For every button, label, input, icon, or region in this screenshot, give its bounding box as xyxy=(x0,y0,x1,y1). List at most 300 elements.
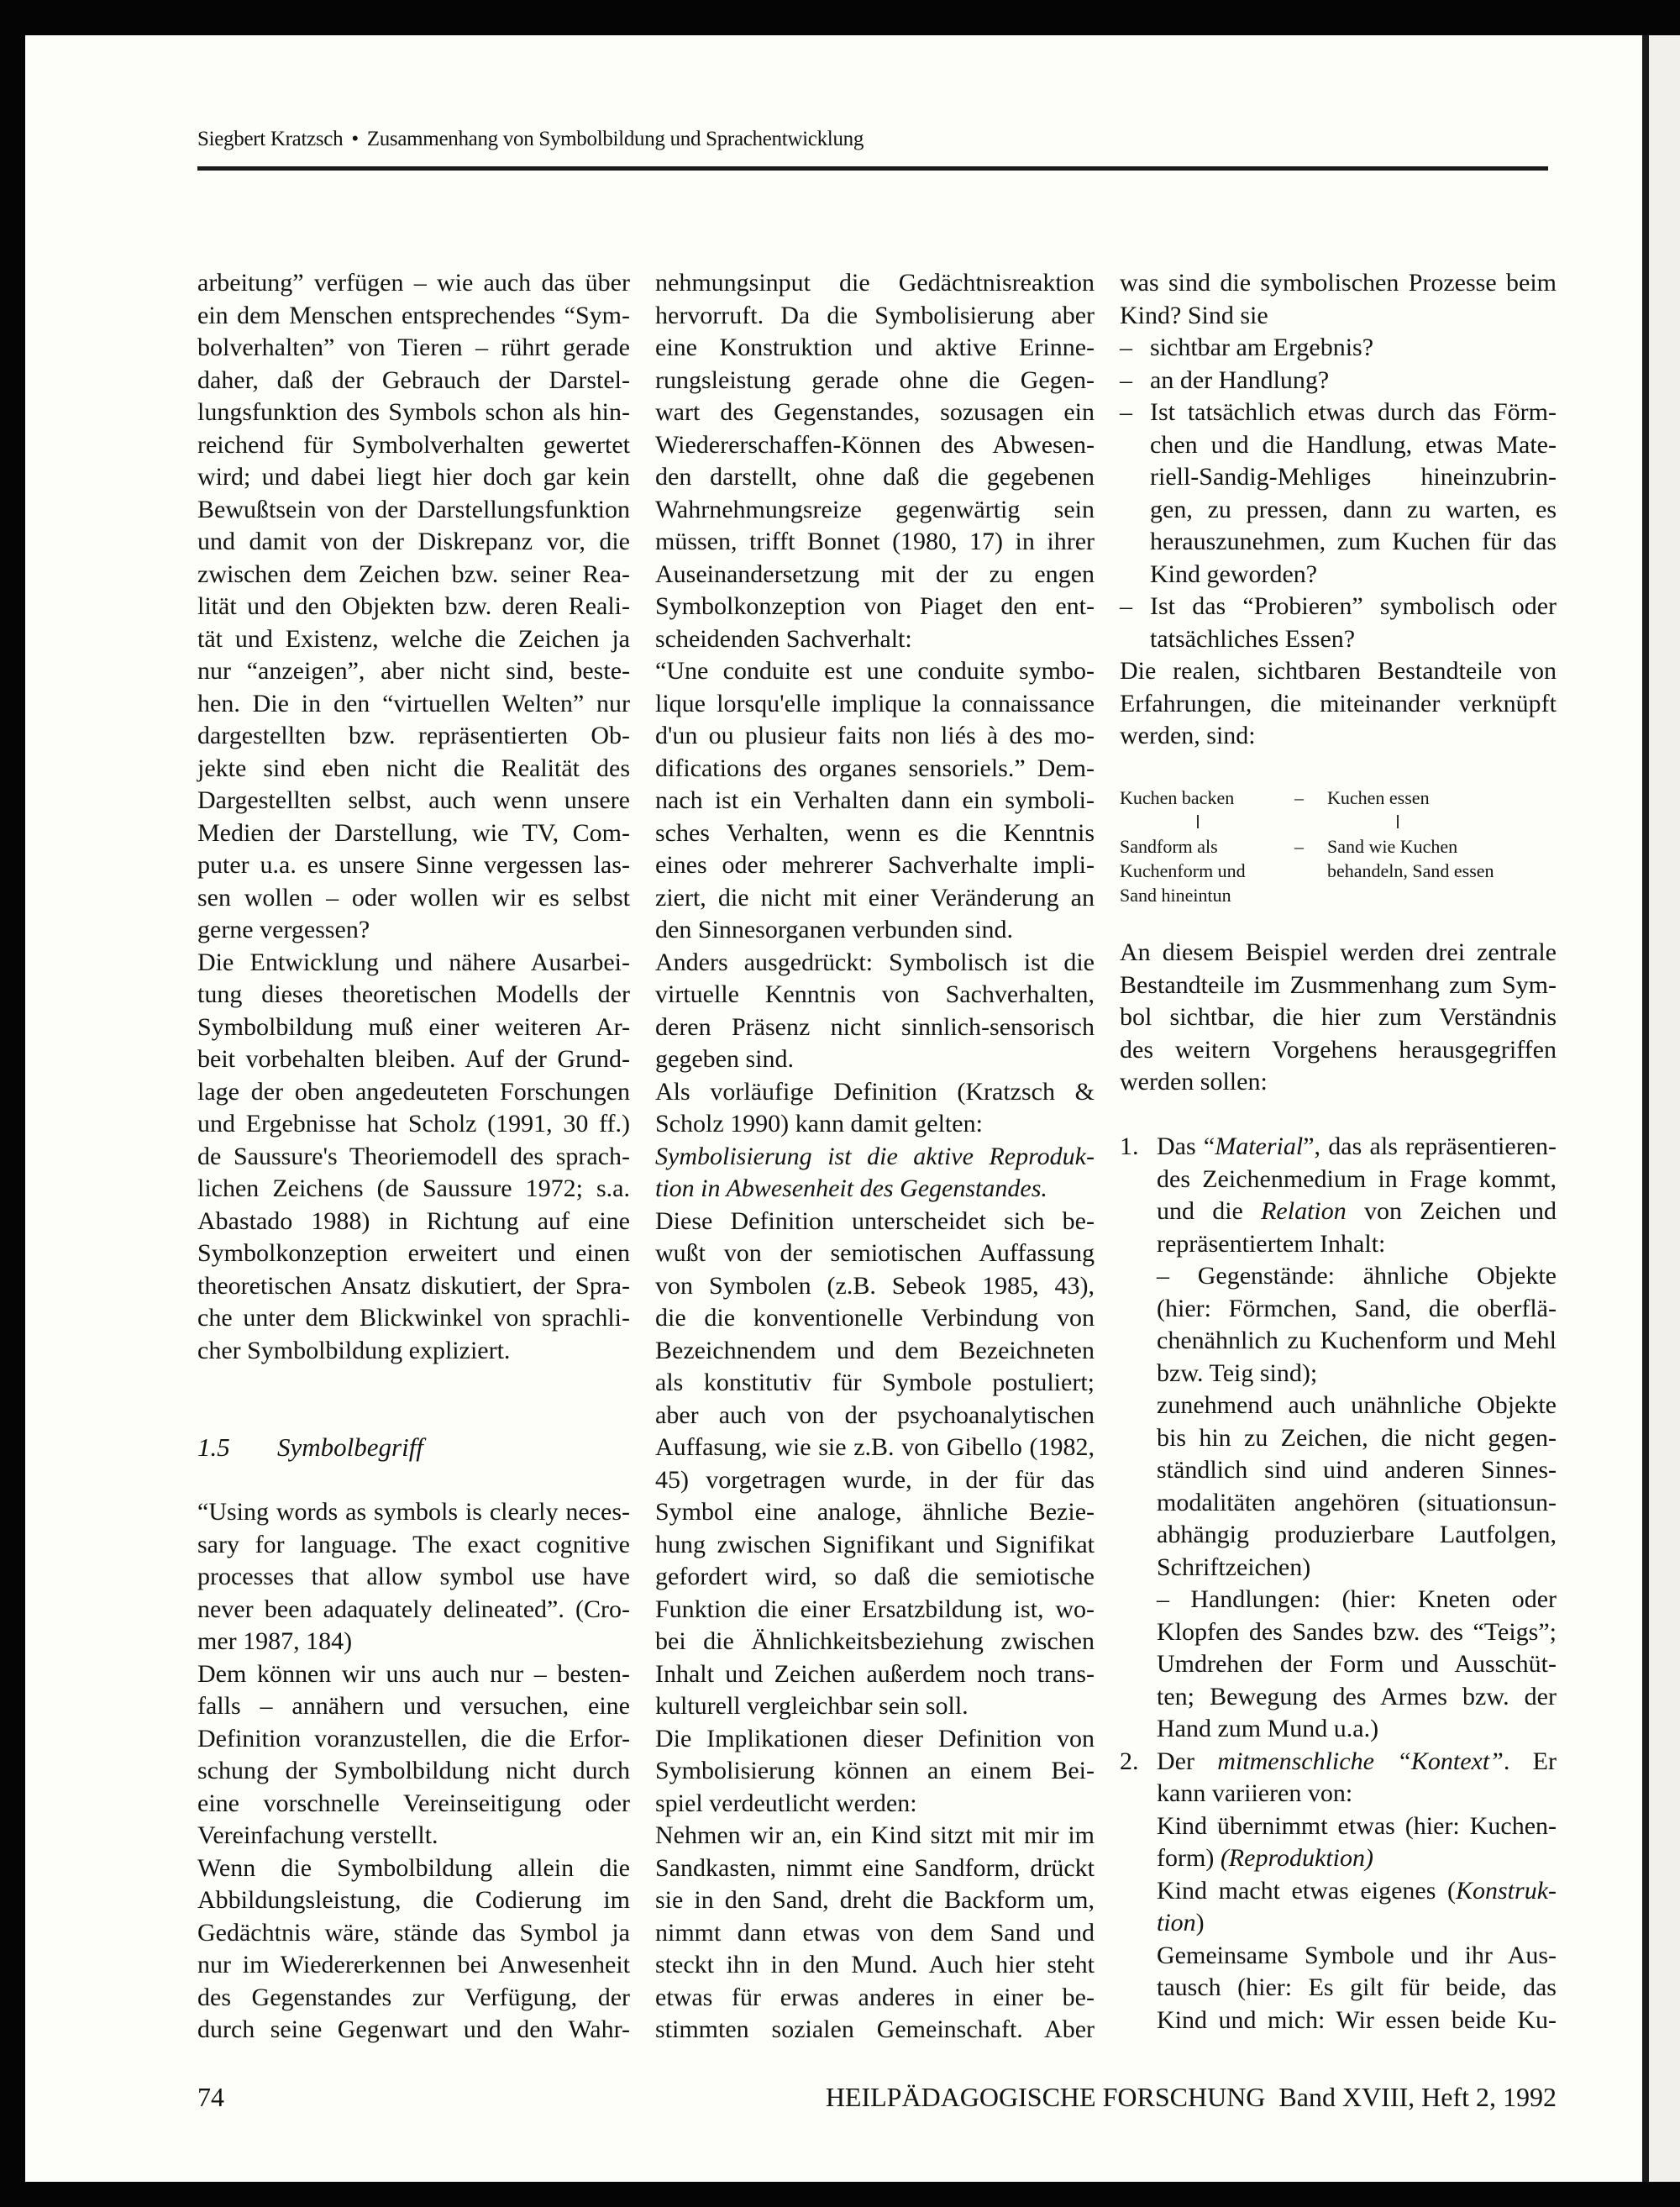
item-paragraph xyxy=(1157,1584,1557,1746)
line-text: nehmungsinput die Gedächtnisreaktion xyxy=(655,269,1095,297)
text-line xyxy=(1150,332,1557,365)
paragraph xyxy=(197,1852,630,2047)
line-text: sichtbar am Ergebnis? xyxy=(1150,334,1374,361)
text-line xyxy=(655,1335,1095,1368)
line-text xyxy=(1157,1747,1557,1775)
text-line xyxy=(197,849,630,882)
line-text: werden, sind: xyxy=(1120,722,1256,749)
header-rule xyxy=(197,166,1548,171)
line-text: Medien der Darstellung, wie TV, Com- xyxy=(197,818,630,847)
text-line xyxy=(1157,1260,1557,1293)
line-text: Symbolkonzeption erweitert und einen xyxy=(197,1239,630,1267)
text-line xyxy=(197,1529,630,1562)
text-line xyxy=(655,1852,1095,1885)
item-paragraph xyxy=(1157,1260,1557,1390)
line-text: Symbol eine analoge, ähnliche Bezie- xyxy=(655,1498,1095,1526)
header-bullet: • xyxy=(351,128,359,150)
text-line xyxy=(655,429,1095,462)
diagram-top-left: Kuchen backen xyxy=(1120,787,1235,808)
italic-text: Material xyxy=(1215,1132,1304,1160)
text-segment: . Er xyxy=(1503,1747,1557,1775)
line-text: nach ist ein Verhalten dann ein symboli- xyxy=(655,786,1095,814)
list-item-text xyxy=(1150,332,1557,365)
text-line xyxy=(655,2014,1095,2047)
line-text: Auseinandersetzung mit der zu engen xyxy=(655,560,1095,588)
text-line xyxy=(1157,1164,1557,1196)
line-text: Hand zum Mund u.a.) xyxy=(1157,1715,1379,1742)
line-text: 45) vorgetragen wurde, in der für das xyxy=(655,1465,1095,1494)
line-text: d'un ou plusieur faits non liés à des mo- xyxy=(655,722,1095,749)
dash-marker: – xyxy=(1120,365,1132,394)
text-line xyxy=(1157,1358,1557,1390)
line-text: theoretischen Ansatz diskutiert, der Spra- xyxy=(197,1271,630,1300)
line-text: chenähnlich zu Kuchenform und Mehl xyxy=(1157,1327,1557,1354)
item-number: 1. xyxy=(1120,1132,1139,1160)
text-segment: ”, das als repräsentieren- xyxy=(1303,1132,1557,1160)
text-line xyxy=(1157,1940,1557,1973)
line-text: scheidenden Sachverhalt: xyxy=(655,624,912,653)
diagram-connector xyxy=(1397,815,1399,828)
line-text: sches Verhalten, wenn es die Kenntnis xyxy=(655,818,1095,847)
text-line xyxy=(197,559,630,591)
numbered-item-2 xyxy=(1120,1746,1557,2037)
text-line xyxy=(1150,429,1557,462)
line-text: ziert, die nicht mit einer Veränderung an xyxy=(655,883,1095,912)
line-text: Diese Definition unterscheidet sich be- xyxy=(655,1206,1095,1235)
text-line xyxy=(655,1561,1095,1594)
paragraph xyxy=(655,1076,1095,1141)
line-text: was sind die symbolischen Prozesse beim xyxy=(1120,269,1557,297)
line-text: Abbildungsleistung, die Codierung im xyxy=(197,1886,630,1914)
text-line xyxy=(197,1561,630,1594)
line-text: Nehmen wir an, ein Kind sitzt mit mir im xyxy=(655,1821,1095,1849)
text-line xyxy=(655,1367,1095,1400)
line-text: Funktion die einer Ersatzbildung ist, wo- xyxy=(655,1595,1095,1623)
text-line xyxy=(655,1755,1095,1788)
line-text: an der Handlung? xyxy=(1150,365,1330,394)
text-line xyxy=(655,1820,1095,1852)
paragraph xyxy=(655,1206,1095,1723)
line-text: hung zwischen Signifikant und Signifikat xyxy=(655,1530,1095,1558)
text-segment: Das “ xyxy=(1157,1132,1215,1160)
line-text: Auffasung, wie sie z.B. von Gibello (1982, xyxy=(655,1433,1095,1461)
line-text: arbeitung” verfügen – wie auch das über xyxy=(197,269,630,297)
line-text: bei die Ähnlichkeitsbeziehung zwischen xyxy=(655,1627,1095,1655)
line-text: die die konventionelle Verbindung von xyxy=(655,1304,1095,1332)
line-text: hen. Die in den “virtuellen Welten” nur xyxy=(197,689,630,717)
journal-issue: Band XVIII, Heft 2, 1992 xyxy=(1278,2082,1557,2112)
line-text: lichen Zeichens (de Saussure 1972; s.a. xyxy=(197,1174,630,1202)
line-text: puter u.a. es unsere Sinne vergessen las- xyxy=(197,851,630,879)
text-line xyxy=(655,947,1095,980)
line-text: Klopfen des Sandes bzw. des “Teigs”; xyxy=(1157,1617,1557,1646)
text-line xyxy=(197,526,630,559)
line-text: von Symbolen (z.B. Sebeok 1985, 43), xyxy=(655,1271,1095,1300)
line-text xyxy=(1157,1909,1205,1936)
paragraph xyxy=(1120,267,1557,332)
dash-list-item xyxy=(1120,332,1557,365)
text-line xyxy=(655,849,1095,882)
text-line xyxy=(1157,1648,1557,1681)
text-line xyxy=(655,591,1095,623)
line-text: Die realen, sichtbaren Bestandteile von xyxy=(1120,657,1557,685)
line-text: etwas für erwas anderes in einer be- xyxy=(655,1983,1095,2011)
text-line xyxy=(655,1432,1095,1464)
line-text: gen, zu pressen, dann zu warten, es xyxy=(1150,495,1557,523)
page-edge xyxy=(1642,35,1649,2182)
text-line xyxy=(1150,559,1557,591)
line-text: eines oder mehrerer Sachverhalte impli- xyxy=(655,851,1095,879)
text-line xyxy=(1150,591,1557,623)
line-text: ständlich sind uind anderen Sinnes- xyxy=(1157,1456,1557,1484)
text-line xyxy=(1157,1131,1557,1164)
line-text: gegeben sind. xyxy=(655,1045,794,1073)
paragraph xyxy=(197,1658,630,1852)
line-text: Symbolkonzeption von Piaget den ent- xyxy=(655,592,1095,620)
column-2 xyxy=(655,267,1095,2047)
line-text: – Handlungen: (hier: Kneten oder xyxy=(1157,1585,1557,1613)
paragraph xyxy=(655,947,1095,1076)
line-text: wart des Gegenstandes, sozusagen ein xyxy=(655,398,1095,426)
text-line xyxy=(1157,1422,1557,1455)
text-line xyxy=(1120,688,1557,721)
line-text: An diesem Beispiel werden drei zentrale xyxy=(1120,938,1557,966)
line-text: Scholz 1990) kann damit gelten: xyxy=(655,1110,983,1138)
text-line xyxy=(655,1302,1095,1335)
text-line xyxy=(197,979,630,1012)
item-paragraph xyxy=(1157,1940,1557,2037)
line-text: Als vorläufige Definition (Kratzsch & xyxy=(655,1077,1095,1106)
text-line xyxy=(655,300,1095,333)
line-text: Symbolbildung muß einer weiteren Ar- xyxy=(197,1012,630,1041)
text-line xyxy=(197,1076,630,1109)
line-text: aber auch von der psychoanalytischen xyxy=(655,1400,1095,1429)
line-text: Schriftzeichen) xyxy=(1157,1553,1311,1581)
text-line xyxy=(1150,365,1557,397)
text-line xyxy=(655,1270,1095,1303)
text-line xyxy=(655,461,1095,494)
line-text: Symbolisierung können an einem Bei- xyxy=(655,1757,1095,1784)
line-text: Kind und mich: Wir essen beide Ku- xyxy=(1157,2005,1557,2034)
text-line xyxy=(1150,526,1557,559)
text-line xyxy=(655,365,1095,397)
text-line xyxy=(1157,1616,1557,1649)
line-text: Erfahrungen, die miteinander verknüpft xyxy=(1120,689,1557,717)
line-text: bzw. Teig sind); xyxy=(1157,1358,1318,1387)
text-line xyxy=(1150,397,1557,429)
line-text: wußt von der semiotischen Auffassung xyxy=(655,1239,1095,1267)
line-text: Bewußtsein von der Darstellungsfunktion xyxy=(197,495,630,523)
section-title: Symbolbegriff xyxy=(277,1432,423,1462)
line-text: modalitäten angehören (situationsun- xyxy=(1157,1488,1557,1516)
line-text: eine Konstruktion und aktive Erinne- xyxy=(655,334,1095,361)
line-text: Anders ausgedrückt: Symbolisch ist die xyxy=(655,948,1095,976)
text-line xyxy=(655,1496,1095,1529)
text-line xyxy=(655,1012,1095,1044)
numbered-item-1 xyxy=(1120,1131,1557,1746)
text-line xyxy=(197,1626,630,1658)
text-line xyxy=(1120,720,1557,753)
text-line xyxy=(655,1043,1095,1076)
line-text: Ist das “Probieren” symbolisch oder xyxy=(1150,592,1557,620)
line-text: Die Implikationen dieser Definition von xyxy=(655,1724,1095,1752)
text-line xyxy=(197,1012,630,1044)
line-text: Bestandteile im Zusmmenhang zum Sym- xyxy=(1120,970,1557,999)
line-text: des Gegenstandes zur Verfügung, der xyxy=(197,1983,630,2011)
dash-marker: – xyxy=(1120,334,1132,361)
line-text: lique lorsqu'elle implique la connaissance xyxy=(655,689,1095,717)
text-line xyxy=(197,429,630,462)
quote-paragraph xyxy=(197,1496,630,1658)
line-text: Bezeichnendem und dem Bezeichneten xyxy=(655,1336,1095,1364)
text-line xyxy=(197,1237,630,1270)
text-line xyxy=(197,785,630,817)
text-line xyxy=(197,882,630,915)
diagram-bottom-right-line: behandeln, Sand essen xyxy=(1327,860,1494,881)
diagram-bottom-left-line: Kuchenform und xyxy=(1120,860,1246,881)
italic-text: Relation xyxy=(1261,1197,1347,1225)
line-text: Vereinfachung verstellt. xyxy=(197,1821,438,1849)
text-line xyxy=(197,947,630,980)
line-text: – Gegenstände: ähnliche Objekte xyxy=(1157,1262,1557,1290)
text-line xyxy=(197,1270,630,1303)
line-text xyxy=(1157,1132,1557,1160)
text-line xyxy=(1120,655,1557,688)
line-text: werden sollen: xyxy=(1120,1068,1268,1096)
text-line xyxy=(197,461,630,494)
line-text: gefordert wird, so daß die semiotische xyxy=(655,1563,1095,1590)
text-line xyxy=(197,1723,630,1756)
text-line xyxy=(1120,1034,1557,1067)
line-text: tausch (hier: Es gilt für beide, das xyxy=(1157,1973,1557,2001)
line-text: steckt ihn in den Mund. Auch hier steht xyxy=(655,1951,1095,1978)
text-line xyxy=(655,1982,1095,2015)
line-text: repräsentiertem Inhalt: xyxy=(1157,1229,1386,1258)
text-line xyxy=(655,559,1095,591)
text-line xyxy=(655,1626,1095,1658)
line-text: den darstellt, ohne daß die gegebenen xyxy=(655,463,1095,491)
paragraph xyxy=(655,267,1095,655)
line-text: des weitern Vorgehens herausgegriffen xyxy=(1120,1035,1557,1064)
line-text: che unter dem Blickwinkel von sprachli- xyxy=(197,1304,630,1332)
line-text: kulturell vergleichbar sein soll. xyxy=(655,1692,969,1720)
line-text: Sandkasten, nimmt eine Sandform, drückt xyxy=(655,1853,1095,1882)
text-line xyxy=(197,332,630,365)
dash-list-item xyxy=(1120,365,1557,397)
line-text: mer 1987, 184) xyxy=(197,1627,353,1655)
line-text: ein dem Menschen entsprechendes “Sym- xyxy=(197,301,630,329)
text-line xyxy=(1157,1810,1557,1843)
line-text: Kind übernimmt etwas (hier: Kuchen- xyxy=(1157,1811,1557,1840)
line-text: müssen, trifft Bonnet (1980, 17) in ihrer xyxy=(655,528,1095,555)
dash-marker: – xyxy=(1120,592,1132,620)
text-line xyxy=(197,591,630,623)
line-text: “Une conduite est une conduite symbo- xyxy=(655,657,1095,685)
line-text: zunehmend auch unähnliche Objekte xyxy=(1157,1391,1557,1419)
line-text: und damit von der Diskrepanz vor, die xyxy=(197,528,630,555)
item-number: 2. xyxy=(1120,1747,1139,1775)
page-number: 74 xyxy=(197,2082,224,2112)
text-line xyxy=(1120,1066,1557,1099)
line-text: Kind geworden? xyxy=(1150,560,1318,588)
item-paragraph xyxy=(1157,1390,1557,1584)
line-text: Wahrnehmungsreize gegenwärtig sein xyxy=(655,495,1095,523)
line-text: Gedächtnis wäre, stände das Symbol ja xyxy=(197,1918,630,1947)
text-line xyxy=(1157,1195,1557,1228)
line-text: den Sinnesorganen verbunden sind. xyxy=(655,916,1014,943)
text-line xyxy=(655,1788,1095,1821)
line-text: Dem können wir uns auch nur – besten- xyxy=(197,1659,630,1688)
text-line xyxy=(655,1884,1095,1917)
text-line xyxy=(655,526,1095,559)
text-line xyxy=(1157,1875,1557,1908)
line-text: chen und die Handlung, etwas Mate- xyxy=(1150,430,1557,459)
text-line xyxy=(655,1141,1095,1174)
text-segment: von Zeichen und xyxy=(1346,1197,1557,1225)
text-line xyxy=(1157,1746,1557,1779)
example-diagram xyxy=(1120,786,1557,906)
line-text: bis hin zu Zeichen, die nicht gegen- xyxy=(1157,1423,1557,1452)
text-line xyxy=(655,882,1095,915)
item-paragraph xyxy=(1157,1875,1557,1940)
text-segment: ) xyxy=(1195,1909,1205,1936)
text-line xyxy=(655,1237,1095,1270)
dash-marker: – xyxy=(1120,398,1132,426)
text-line xyxy=(1150,623,1557,656)
section-number: 1.5 xyxy=(197,1432,230,1462)
dash-list-item xyxy=(1120,591,1557,655)
line-text xyxy=(1157,1877,1557,1905)
text-line xyxy=(197,1755,630,1788)
text-line xyxy=(655,1206,1095,1238)
line-text: daher, daß der Gebrauch der Darstel- xyxy=(197,365,630,394)
text-line xyxy=(197,914,630,947)
line-text: kann variieren von: xyxy=(1157,1779,1353,1807)
text-line xyxy=(1120,937,1557,970)
line-text: tion in Abwesenheit des Gegenstandes. xyxy=(655,1174,1047,1202)
line-text xyxy=(1157,1197,1557,1225)
text-line xyxy=(197,1852,630,1885)
text-line xyxy=(197,688,630,721)
text-line xyxy=(1157,1713,1557,1746)
italic-text: mitmenschliche “Kontext” xyxy=(1217,1747,1504,1775)
text-line xyxy=(1157,1519,1557,1552)
text-line xyxy=(655,979,1095,1012)
line-text: eine vorschnelle Vereinseitigung oder xyxy=(197,1789,630,1817)
line-text: Die Entwicklung und nähere Ausarbei- xyxy=(197,948,630,976)
text-line xyxy=(197,1594,630,1626)
text-line xyxy=(655,494,1095,527)
text-line xyxy=(197,2014,630,2047)
text-line xyxy=(1157,1972,1557,2005)
line-text: wird; und dabei liegt hier doch gar kein xyxy=(197,463,630,491)
text-line xyxy=(197,1108,630,1141)
column-1 xyxy=(197,267,630,2047)
text-line xyxy=(197,817,630,850)
quote-paragraph xyxy=(655,655,1095,947)
item-paragraph xyxy=(1157,1131,1557,1260)
text-line xyxy=(197,267,630,300)
header-author: Siegbert Kratzsch xyxy=(197,128,344,150)
text-line xyxy=(655,720,1095,753)
line-text: tung dieses theoretischen Modells der xyxy=(197,980,630,1008)
journal-info xyxy=(826,2082,1557,2113)
line-text: zwischen dem Zeichen bzw. seiner Rea- xyxy=(197,560,630,588)
text-line xyxy=(655,1658,1095,1691)
item-paragraph xyxy=(1157,1810,1557,1875)
text-line xyxy=(655,1723,1095,1756)
line-text: cher Symbolbildung expliziert. xyxy=(197,1336,511,1364)
text-line xyxy=(197,494,630,527)
paragraph xyxy=(1120,655,1557,753)
diagram-connector xyxy=(1197,815,1199,828)
paragraph xyxy=(655,1723,1095,1821)
line-text: tatsächliches Essen? xyxy=(1150,624,1356,653)
text-line xyxy=(197,1788,630,1821)
text-line xyxy=(655,655,1095,688)
text-line xyxy=(1157,1907,1557,1940)
text-line xyxy=(655,1108,1095,1141)
adjacent-page-edge xyxy=(1649,35,1680,2182)
text-line xyxy=(197,1658,630,1691)
line-text: Symbolisierung ist die aktive Reproduk- xyxy=(655,1142,1095,1170)
line-text: rungsleistung gerade ohne die Gegen- xyxy=(655,365,1095,394)
text-line xyxy=(197,720,630,753)
item-paragraph xyxy=(1157,1746,1557,1810)
text-line xyxy=(655,1917,1095,1950)
line-text: Umdrehen der Form und Ausschüt- xyxy=(1157,1650,1557,1678)
line-text: als konstitutiv für Symbole postuliert; xyxy=(655,1369,1095,1396)
line-text: Abastado 1988) in Richtung auf eine xyxy=(197,1206,630,1235)
line-text: beit vorbehalten bleiben. Auf der Grund- xyxy=(197,1045,630,1073)
line-text: gerne vergessen? xyxy=(197,916,370,943)
list-item-text xyxy=(1150,591,1557,655)
text-line xyxy=(197,1496,630,1529)
column-3-continued xyxy=(1120,937,1557,1099)
line-text: Ist tatsächlich etwas durch das Förm- xyxy=(1150,398,1557,426)
line-text: Gemeinsame Symbole und ihr Aus- xyxy=(1157,1941,1557,1969)
paragraph xyxy=(197,267,630,947)
line-text: riell-Sandig-Mehliges hineinzubrin- xyxy=(1150,463,1557,491)
line-text: des Zeichenmedium in Frage kommt, xyxy=(1157,1164,1557,1193)
text-line xyxy=(655,688,1095,721)
page-footer xyxy=(197,2082,1557,2115)
text-line xyxy=(197,1982,630,2015)
text-line xyxy=(1157,1552,1557,1584)
line-text: de Saussure's Theoriemodell des sprach- xyxy=(197,1142,630,1170)
line-text: nur im Wiedererkennen bei Anwesenheit xyxy=(197,1951,630,1978)
text-line xyxy=(197,300,630,333)
running-header xyxy=(197,128,864,151)
text-line xyxy=(197,1141,630,1174)
text-line xyxy=(655,267,1095,300)
text-line xyxy=(1157,1778,1557,1810)
text-line xyxy=(655,1173,1095,1206)
list-item-text xyxy=(1150,365,1557,397)
line-text: ten; Bewegung des Armes bzw. der xyxy=(1157,1682,1557,1710)
text-line xyxy=(655,1690,1095,1723)
text-line xyxy=(1157,2005,1557,2037)
line-text xyxy=(1157,1844,1373,1872)
line-text: und Ergebnisse hat Scholz (1991, 30 ff.) xyxy=(197,1110,630,1138)
line-text: nur “anzeigen”, aber nicht sind, beste- xyxy=(197,657,630,685)
line-text: Definition voranzustellen, die die Erfor- xyxy=(197,1724,630,1752)
text-line xyxy=(197,1043,630,1076)
text-line xyxy=(655,1594,1095,1626)
line-text: processes that allow symbol use have xyxy=(197,1563,630,1590)
line-text: schung der Symbolbildung nicht durch xyxy=(197,1757,630,1784)
paragraph xyxy=(197,947,630,1368)
